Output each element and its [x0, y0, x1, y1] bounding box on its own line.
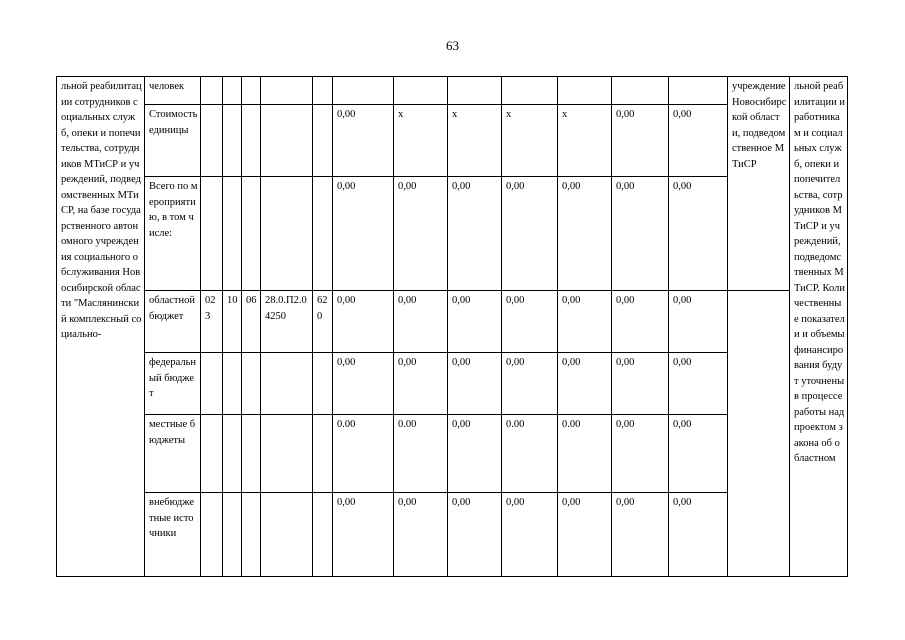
amount-cell: 0,00 — [669, 105, 728, 177]
budget-code-cell — [201, 415, 223, 493]
amount-cell: 0,00 — [333, 105, 394, 177]
budget-code-cell: 10 — [223, 291, 242, 353]
amount-cell — [333, 77, 394, 105]
budget-code-cell — [201, 105, 223, 177]
amount-cell: 0,00 — [612, 105, 669, 177]
amount-cell: 0.00 — [394, 415, 448, 493]
amount-cell: 0,00 — [502, 177, 558, 291]
row-label-cell: областной бюджет — [145, 291, 201, 353]
row-label-cell: федеральный бюджет — [145, 353, 201, 415]
budget-code-cell — [261, 105, 313, 177]
budget-code-cell — [313, 415, 333, 493]
row-label-cell: местные бюджеты — [145, 415, 201, 493]
row-label-cell: внебюджетные источники — [145, 493, 201, 577]
amount-cell: 0,00 — [669, 493, 728, 577]
amount-cell: x — [502, 105, 558, 177]
amount-cell — [448, 77, 502, 105]
expected-result-cell: льной реабилитации и работникам и социальных служб, опеки и попечительства, сотрудников МТиСР и учреждений, подведомственных МТиСР. Количественные показатели и объемы финансирования будут уточнены в процессе работы над проектом закона об областном — [790, 77, 848, 577]
budget-code-cell — [261, 415, 313, 493]
amount-cell: 0,00 — [502, 291, 558, 353]
amount-cell: x — [394, 105, 448, 177]
amount-cell: 0,00 — [448, 493, 502, 577]
amount-cell: 0,00 — [333, 177, 394, 291]
amount-cell: 0,00 — [394, 353, 448, 415]
amount-cell: 0,00 — [333, 493, 394, 577]
budget-code-cell — [261, 177, 313, 291]
amount-cell: 0,00 — [669, 415, 728, 493]
budget-table — [56, 76, 848, 577]
amount-cell — [502, 77, 558, 105]
budget-code-cell — [242, 177, 261, 291]
amount-cell: 0,00 — [448, 415, 502, 493]
amount-cell: 0,00 — [669, 177, 728, 291]
budget-code-cell: 023 — [201, 291, 223, 353]
amount-cell: 0.00 — [502, 415, 558, 493]
amount-cell: 0,00 — [612, 493, 669, 577]
budget-code-cell — [201, 493, 223, 577]
budget-code-cell — [313, 105, 333, 177]
amount-cell: 0,00 — [669, 353, 728, 415]
amount-cell: 0,00 — [502, 493, 558, 577]
amount-cell: 0,00 — [394, 291, 448, 353]
amount-cell: 0,00 — [612, 415, 669, 493]
amount-cell: 0,00 — [394, 177, 448, 291]
budget-code-cell — [242, 77, 261, 105]
budget-code-cell — [201, 77, 223, 105]
amount-cell: 0,00 — [558, 493, 612, 577]
budget-code-cell — [201, 177, 223, 291]
page-number: 63 — [446, 38, 459, 53]
amount-cell — [558, 77, 612, 105]
budget-code-cell — [261, 493, 313, 577]
amount-cell: 0,00 — [558, 177, 612, 291]
budget-code-cell — [223, 493, 242, 577]
budget-code-cell — [313, 493, 333, 577]
amount-cell: x — [558, 105, 612, 177]
budget-code-cell — [242, 493, 261, 577]
amount-cell: 0,00 — [448, 353, 502, 415]
budget-code-cell — [261, 77, 313, 105]
row-label-cell: человек — [145, 77, 201, 105]
budget-code-cell — [223, 353, 242, 415]
budget-code-cell — [261, 353, 313, 415]
executor-empty-cell — [728, 291, 790, 577]
amount-cell: 0,00 — [448, 177, 502, 291]
amount-cell — [612, 77, 669, 105]
budget-code-cell: 620 — [313, 291, 333, 353]
budget-code-cell — [313, 77, 333, 105]
budget-code-cell — [242, 105, 261, 177]
row-label-cell: Всего по мероприятию, в том числе: — [145, 177, 201, 291]
amount-cell: 0,00 — [612, 177, 669, 291]
amount-cell: 0,00 — [669, 291, 728, 353]
row-label-cell: Стоимость единицы — [145, 105, 201, 177]
amount-cell: 0,00 — [502, 353, 558, 415]
amount-cell: 0,00 — [558, 291, 612, 353]
amount-cell: 0.00 — [558, 415, 612, 493]
table-row — [57, 291, 848, 353]
budget-code-cell — [223, 415, 242, 493]
amount-cell: 0,00 — [333, 353, 394, 415]
amount-cell: 0,00 — [558, 353, 612, 415]
budget-code-cell: 06 — [242, 291, 261, 353]
amount-cell: 0.00 — [333, 415, 394, 493]
table-row — [57, 77, 848, 105]
budget-code-cell — [242, 415, 261, 493]
amount-cell — [669, 77, 728, 105]
budget-code-cell: 28.0.П2.04250 — [261, 291, 313, 353]
amount-cell — [394, 77, 448, 105]
activity-description-cell: льной реабилитации сотрудников социальных служб, опеки и попечительства, сотрудников МТиСР и учреждений, подведомственных МТиСР, на базе государственного автономного учреждения социального обслуживания Новосибирской области "Маслянинский комплексный социально- — [57, 77, 145, 577]
budget-code-cell — [242, 353, 261, 415]
amount-cell: 0,00 — [448, 291, 502, 353]
amount-cell: 0,00 — [394, 493, 448, 577]
amount-cell: 0,00 — [612, 353, 669, 415]
budget-code-cell — [313, 353, 333, 415]
budget-code-cell — [223, 177, 242, 291]
amount-cell: x — [448, 105, 502, 177]
budget-code-cell — [201, 353, 223, 415]
amount-cell: 0,00 — [612, 291, 669, 353]
budget-code-cell — [223, 77, 242, 105]
budget-code-cell — [313, 177, 333, 291]
budget-code-cell — [223, 105, 242, 177]
amount-cell: 0,00 — [333, 291, 394, 353]
executor-cell: учреждение Новосибирской области, подведомственное МТиСР — [728, 77, 790, 291]
